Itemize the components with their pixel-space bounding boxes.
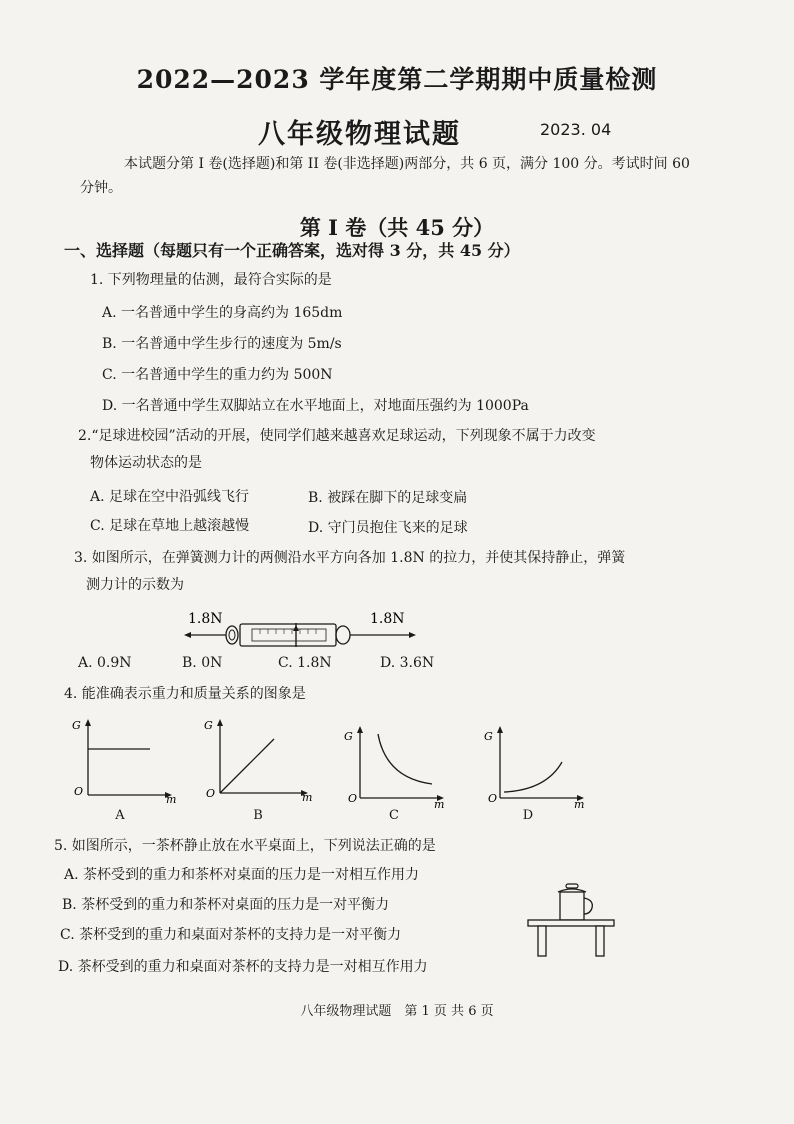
question-5-option-a: A. 茶杯受到的重力和茶杯对桌面的压力是一对相互作用力 <box>64 867 420 883</box>
question-3-option-d: D. 3.6N <box>380 655 435 671</box>
graph-c-label: C <box>389 808 399 823</box>
question-1-option-b: B. 一名普通中学生步行的速度为 5m/s <box>102 336 342 352</box>
question-1-option-d: D. 一名普通中学生双脚站立在水平地面上，对地面压强约为 1000Pa <box>102 398 529 414</box>
question-2-stem-line1: 2.“足球进校园”活动的开展，使同学们越来越喜欢足球运动，下列现象不属于力改变 <box>78 428 596 444</box>
question-2-stem-line2: 物体运动状态的是 <box>90 455 202 471</box>
teacup-on-table-diagram <box>520 880 620 960</box>
graph-c <box>342 722 452 810</box>
force-right-arrowhead <box>409 632 416 638</box>
question-3-stem-line1: 3. 如图所示，在弹簧测力计的两侧沿水平方向各加 1.8N 的拉力，并使其保持静止，弹簧 <box>74 550 626 566</box>
question-5-option-c: C. 茶杯受到的重力和桌面对茶杯的支持力是一对平衡力 <box>60 927 402 943</box>
question-3-option-a: A. 0.9N <box>78 655 132 671</box>
graph-d <box>482 722 592 810</box>
question-3-option-c: C. 1.8N <box>278 655 332 671</box>
scale-body <box>240 624 336 646</box>
exam-subject-title: 八年级物理试题 <box>258 119 461 150</box>
question-2-option-d: D. 守门员抱住飞来的足球 <box>308 520 468 536</box>
graph-a-label: A <box>115 808 125 823</box>
question-2-option-a: A. 足球在空中沿弧线飞行 <box>90 489 250 505</box>
question-3-stem-line2: 测力计的示数为 <box>86 577 184 593</box>
graph-c-axis-y: G <box>344 730 353 743</box>
force-left-arrowhead <box>184 632 191 638</box>
graph-b-axis-y: G <box>204 719 213 732</box>
table-leg-left <box>538 926 546 956</box>
exam-title: 2022—2023 学年度第二学期期中质量检测 <box>136 65 658 94</box>
exam-instructions: 本试题分第 I 卷(选择题)和第 II 卷(非选择题)两部分，共 6 页，满分 100 分。考试时间 60 分钟。 <box>80 156 690 196</box>
graph-a-axis-y: G <box>72 719 81 732</box>
page-footer: 八年级物理试题 第 1 页 共 6 页 <box>300 1004 494 1019</box>
question-5-option-d: D. 茶杯受到的重力和桌面对茶杯的支持力是一对相互作用力 <box>58 959 428 975</box>
table-top <box>528 920 614 926</box>
question-5-option-b: B. 茶杯受到的重力和茶杯对桌面的压力是一对平衡力 <box>62 897 390 913</box>
table-leg-right <box>596 926 604 956</box>
question-2-option-b: B. 被踩在脚下的足球变扁 <box>308 490 468 506</box>
graph-b-curve <box>220 739 274 793</box>
graph-d-curve <box>504 762 562 792</box>
question-1-stem: 1. 下列物理量的估测，最符合实际的是 <box>90 272 332 288</box>
section-heading: 一、选择题（每题只有一个正确答案，选对得 3 分，共 45 分） <box>64 241 520 260</box>
cup-lid-knob <box>566 884 578 888</box>
spring-scale-diagram <box>180 605 420 655</box>
graph-a-origin: O <box>74 785 84 798</box>
question-3-option-b: B. 0N <box>182 655 223 671</box>
graph-c-origin: O <box>348 792 358 805</box>
graph-b-axis-x: m <box>302 791 313 804</box>
exam-date: 2023. 04 <box>540 120 612 139</box>
graph-b <box>202 715 317 805</box>
left-ring <box>226 626 238 644</box>
cup-handle <box>584 898 592 914</box>
question-2-option-c: C. 足球在草地上越滚越慢 <box>90 518 250 534</box>
graph-b-origin: O <box>206 787 216 800</box>
force-left-label: 1.8N <box>188 611 223 627</box>
graph-b-label: B <box>253 808 263 823</box>
teacup <box>560 892 584 920</box>
question-4-stem: 4. 能准确表示重力和质量关系的图象是 <box>64 686 306 702</box>
question-1-option-a: A. 一名普通中学生的身高约为 165dm <box>102 305 343 321</box>
graph-c-axis-x: m <box>434 798 445 810</box>
graph-d-axis-y: G <box>484 730 493 743</box>
section-title: 第 I 卷（共 45 分） <box>299 215 495 240</box>
graph-d-origin: O <box>488 792 498 805</box>
question-1-option-c: C. 一名普通中学生的重力约为 500N <box>102 367 333 383</box>
right-hook <box>336 626 350 644</box>
graph-a <box>70 715 180 805</box>
graph-d-axis-x: m <box>574 798 585 810</box>
graph-c-curve <box>378 734 432 784</box>
graph-d-label: D <box>522 808 534 823</box>
graph-a-axis-x: m <box>166 793 177 805</box>
question-5-stem: 5. 如图所示，一茶杯静止放在水平桌面上，下列说法正确的是 <box>54 838 436 854</box>
force-right-label: 1.8N <box>370 611 405 627</box>
scale-ticks <box>260 629 316 634</box>
